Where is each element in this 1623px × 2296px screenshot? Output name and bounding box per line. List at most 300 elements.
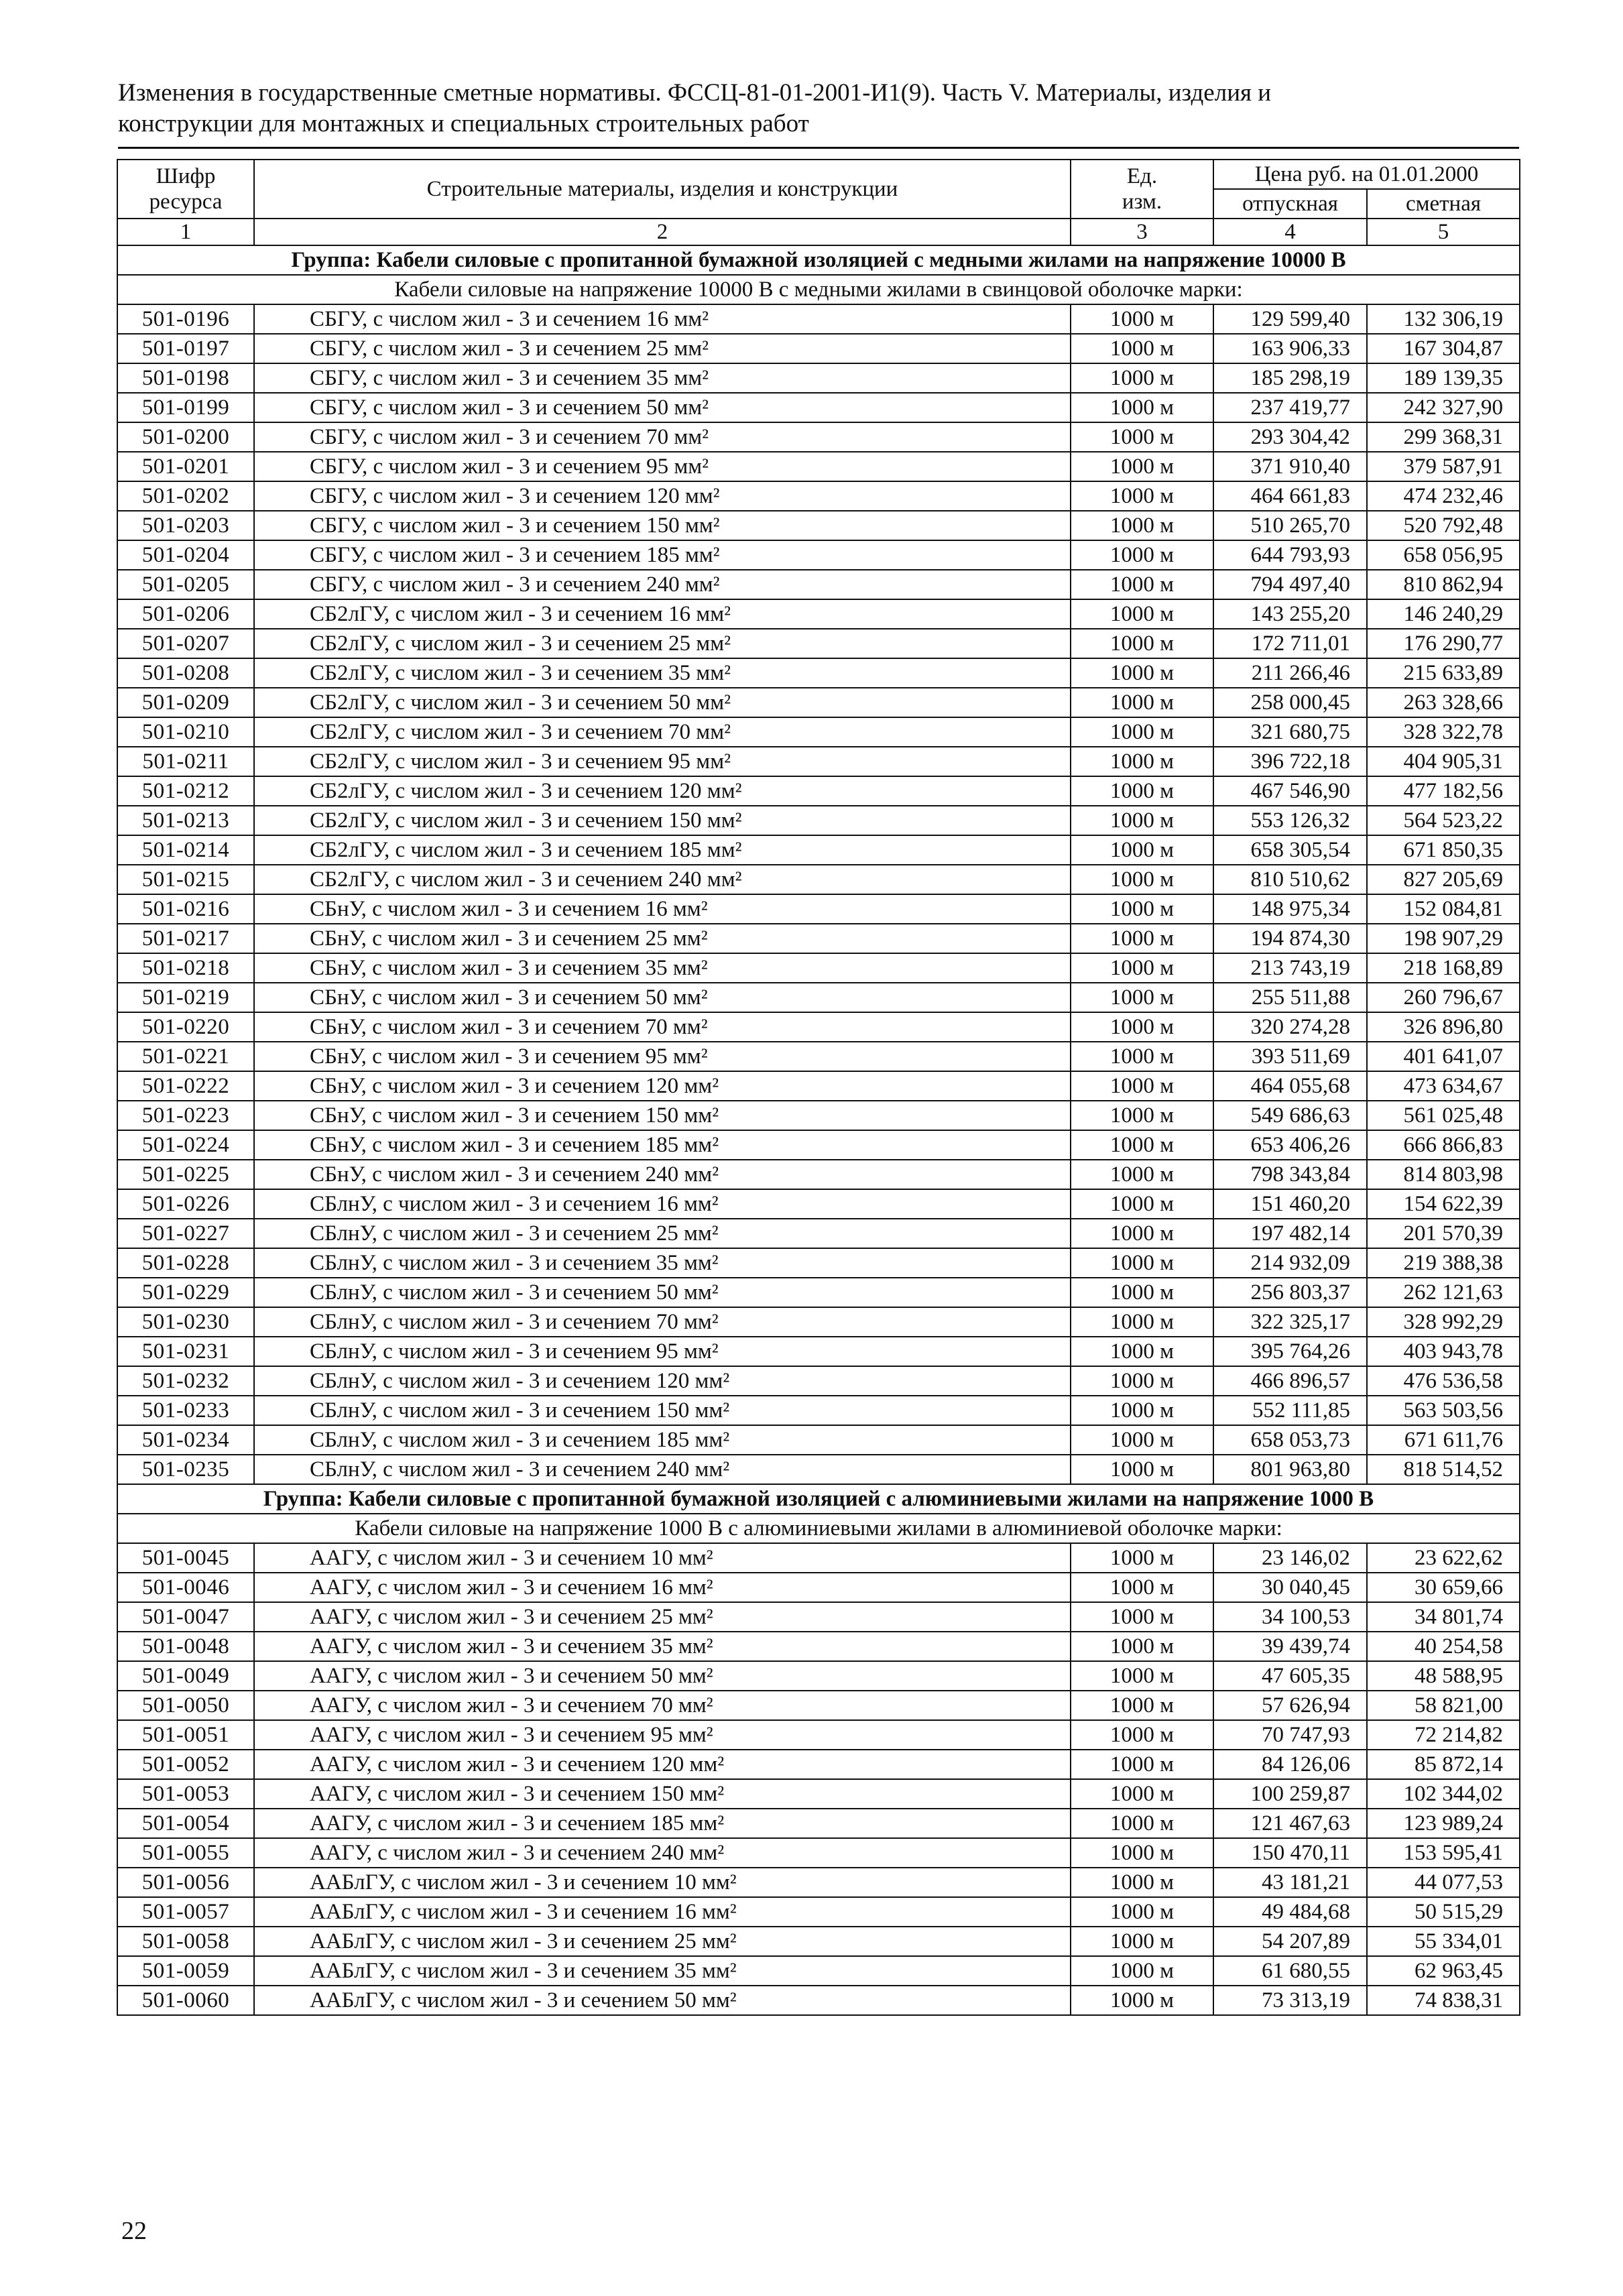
resource-code: 501-0220 <box>117 1012 254 1042</box>
resource-code: 501-0207 <box>117 629 254 658</box>
table-row <box>117 1160 1520 1189</box>
price-release: 100 259,87 <box>1213 1779 1367 1809</box>
price-estimate: 198 907,29 <box>1367 924 1520 953</box>
unit: 1000 м <box>1071 1396 1213 1425</box>
unit: 1000 м <box>1071 865 1213 894</box>
resource-code: 501-0205 <box>117 570 254 599</box>
material-name: СБлнУ, с числом жил - 3 и сечением 240 мм² <box>254 1455 1071 1484</box>
header-price: Цена руб. на 01.01.2000 <box>1213 160 1520 189</box>
material-name: СБ2лГУ, с числом жил - 3 и сечением 25 мм² <box>254 629 1071 658</box>
price-estimate: 260 796,67 <box>1367 983 1520 1012</box>
header-name: Строительные материалы, изделия и конструкции <box>254 160 1071 219</box>
material-name: СБлнУ, с числом жил - 3 и сечением 50 мм² <box>254 1278 1071 1307</box>
table-row <box>117 1543 1520 1573</box>
table-row <box>117 1189 1520 1219</box>
price-release: 30 040,45 <box>1213 1573 1367 1602</box>
price-release: 658 305,54 <box>1213 835 1367 865</box>
resource-code: 501-0212 <box>117 776 254 806</box>
unit: 1000 м <box>1071 1219 1213 1248</box>
material-name: ААГУ, с числом жил - 3 и сечением 50 мм² <box>254 1661 1071 1691</box>
table-row <box>117 481 1520 511</box>
price-estimate: 176 290,77 <box>1367 629 1520 658</box>
unit: 1000 м <box>1071 1661 1213 1691</box>
resource-code: 501-0218 <box>117 953 254 983</box>
unit: 1000 м <box>1071 1071 1213 1101</box>
price-estimate: 201 570,39 <box>1367 1219 1520 1248</box>
price-release: 23 146,02 <box>1213 1543 1367 1573</box>
price-estimate: 326 896,80 <box>1367 1012 1520 1042</box>
material-name: ААГУ, с числом жил - 3 и сечением 10 мм² <box>254 1543 1071 1573</box>
resource-code: 501-0227 <box>117 1219 254 1248</box>
material-name: СБ2лГУ, с числом жил - 3 и сечением 185 мм² <box>254 835 1071 865</box>
header-rule <box>118 147 1519 149</box>
table-row <box>117 629 1520 658</box>
price-estimate: 299 368,31 <box>1367 422 1520 452</box>
price-release: 211 266,46 <box>1213 658 1367 688</box>
table-row <box>117 1897 1520 1927</box>
price-release: 34 100,53 <box>1213 1602 1367 1632</box>
resource-code: 501-0206 <box>117 599 254 629</box>
price-release: 798 343,84 <box>1213 1160 1367 1189</box>
resource-code: 501-0215 <box>117 865 254 894</box>
unit: 1000 м <box>1071 806 1213 835</box>
unit: 1000 м <box>1071 1632 1213 1661</box>
price-estimate: 72 214,82 <box>1367 1720 1520 1750</box>
subgroup-title: Кабели силовые на напряжение 1000 В с алюминиевыми жилами в алюминиевой оболочке марки: <box>117 1514 1520 1543</box>
price-estimate: 189 139,35 <box>1367 363 1520 393</box>
price-estimate: 328 322,78 <box>1367 717 1520 747</box>
price-estimate: 476 536,58 <box>1367 1366 1520 1396</box>
resource-code: 501-0225 <box>117 1160 254 1189</box>
unit: 1000 м <box>1071 1986 1213 2015</box>
price-release: 256 803,37 <box>1213 1278 1367 1307</box>
column-number: 4 <box>1213 219 1367 245</box>
unit: 1000 м <box>1071 452 1213 481</box>
material-name: ААГУ, с числом жил - 3 и сечением 120 мм² <box>254 1750 1071 1779</box>
price-estimate: 50 515,29 <box>1367 1897 1520 1927</box>
material-name: ААГУ, с числом жил - 3 и сечением 150 мм² <box>254 1779 1071 1809</box>
material-name: СБнУ, с числом жил - 3 и сечением 25 мм² <box>254 924 1071 953</box>
table-row <box>117 747 1520 776</box>
header-unit-line-2: изм. <box>1122 190 1162 214</box>
material-name: ААБлГУ, с числом жил - 3 и сечением 10 мм² <box>254 1868 1071 1897</box>
material-name: СБлнУ, с числом жил - 3 и сечением 16 мм² <box>254 1189 1071 1219</box>
group-title: Группа: Кабели силовые с пропитанной бумажной изоляцией с медными жилами на напряжение 10000 В <box>117 245 1520 275</box>
unit: 1000 м <box>1071 363 1213 393</box>
table-row <box>117 452 1520 481</box>
resource-code: 501-0196 <box>117 304 254 334</box>
subgroup-heading-row <box>117 275 1520 304</box>
unit: 1000 м <box>1071 629 1213 658</box>
header-price-estimate: сметная <box>1367 189 1520 219</box>
table-row <box>117 1632 1520 1661</box>
unit: 1000 м <box>1071 1720 1213 1750</box>
price-release: 255 511,88 <box>1213 983 1367 1012</box>
price-release: 810 510,62 <box>1213 865 1367 894</box>
price-release: 148 975,34 <box>1213 894 1367 924</box>
price-release: 396 722,18 <box>1213 747 1367 776</box>
price-release: 39 439,74 <box>1213 1632 1367 1661</box>
price-release: 47 605,35 <box>1213 1661 1367 1691</box>
material-name: СБГУ, с числом жил - 3 и сечением 150 мм² <box>254 511 1071 540</box>
price-estimate: 379 587,91 <box>1367 452 1520 481</box>
material-name: СБ2лГУ, с числом жил - 3 и сечением 50 мм² <box>254 688 1071 717</box>
price-estimate: 242 327,90 <box>1367 393 1520 422</box>
price-estimate: 671 850,35 <box>1367 835 1520 865</box>
unit: 1000 м <box>1071 1897 1213 1927</box>
price-estimate: 62 963,45 <box>1367 1956 1520 1986</box>
price-release: 393 511,69 <box>1213 1042 1367 1071</box>
price-release: 321 680,75 <box>1213 717 1367 747</box>
price-estimate: 34 801,74 <box>1367 1602 1520 1632</box>
unit: 1000 м <box>1071 894 1213 924</box>
price-estimate: 219 388,38 <box>1367 1248 1520 1278</box>
document-header <box>118 78 1512 139</box>
unit: 1000 м <box>1071 1012 1213 1042</box>
table-row <box>117 658 1520 688</box>
table-row <box>117 393 1520 422</box>
unit: 1000 м <box>1071 393 1213 422</box>
price-estimate: 23 622,62 <box>1367 1543 1520 1573</box>
header-code <box>117 160 254 219</box>
material-name: СБ2лГУ, с числом жил - 3 и сечением 70 мм² <box>254 717 1071 747</box>
price-release: 467 546,90 <box>1213 776 1367 806</box>
material-name: ААБлГУ, с числом жил - 3 и сечением 35 мм² <box>254 1956 1071 1986</box>
price-estimate: 132 306,19 <box>1367 304 1520 334</box>
header-unit-line-1: Ед. <box>1126 164 1158 188</box>
price-release: 73 313,19 <box>1213 1986 1367 2015</box>
material-name: СБ2лГУ, с числом жил - 3 и сечением 150 мм² <box>254 806 1071 835</box>
resource-code: 501-0054 <box>117 1809 254 1838</box>
unit: 1000 м <box>1071 658 1213 688</box>
material-name: СБ2лГУ, с числом жил - 3 и сечением 95 мм² <box>254 747 1071 776</box>
unit: 1000 м <box>1071 1838 1213 1868</box>
material-name: ААБлГУ, с числом жил - 3 и сечением 16 мм² <box>254 1897 1071 1927</box>
price-estimate: 473 634,67 <box>1367 1071 1520 1101</box>
material-name: СБлнУ, с числом жил - 3 и сечением 120 мм² <box>254 1366 1071 1396</box>
price-estimate: 152 084,81 <box>1367 894 1520 924</box>
unit: 1000 м <box>1071 688 1213 717</box>
material-name: ААБлГУ, с числом жил - 3 и сечением 25 мм² <box>254 1927 1071 1956</box>
resource-code: 501-0233 <box>117 1396 254 1425</box>
table-row <box>117 570 1520 599</box>
price-release: 163 906,33 <box>1213 334 1367 363</box>
resource-code: 501-0219 <box>117 983 254 1012</box>
price-estimate: 658 056,95 <box>1367 540 1520 570</box>
column-number: 2 <box>254 219 1071 245</box>
price-release: 552 111,85 <box>1213 1396 1367 1425</box>
column-number: 1 <box>117 219 254 245</box>
unit: 1000 м <box>1071 1455 1213 1484</box>
resource-code: 501-0050 <box>117 1691 254 1720</box>
price-release: 320 274,28 <box>1213 1012 1367 1042</box>
resource-code: 501-0049 <box>117 1661 254 1691</box>
table-row <box>117 1779 1520 1809</box>
resource-code: 501-0047 <box>117 1602 254 1632</box>
price-estimate: 102 344,02 <box>1367 1779 1520 1809</box>
price-release: 553 126,32 <box>1213 806 1367 835</box>
resource-code: 501-0200 <box>117 422 254 452</box>
table-row <box>117 1986 1520 2015</box>
price-release: 293 304,42 <box>1213 422 1367 452</box>
table-row <box>117 1307 1520 1337</box>
table-row <box>117 1602 1520 1632</box>
unit: 1000 м <box>1071 1927 1213 1956</box>
price-release: 658 053,73 <box>1213 1425 1367 1455</box>
price-release: 464 055,68 <box>1213 1071 1367 1101</box>
price-estimate: 262 121,63 <box>1367 1278 1520 1307</box>
price-estimate: 74 838,31 <box>1367 1986 1520 2015</box>
material-name: СБнУ, с числом жил - 3 и сечением 240 мм² <box>254 1160 1071 1189</box>
resource-code: 501-0230 <box>117 1307 254 1337</box>
resource-code: 501-0211 <box>117 747 254 776</box>
subgroup-heading-row <box>117 1514 1520 1543</box>
unit: 1000 м <box>1071 1573 1213 1602</box>
material-name: СБнУ, с числом жил - 3 и сечением 95 мм² <box>254 1042 1071 1071</box>
table-row <box>117 1219 1520 1248</box>
material-name: ААГУ, с числом жил - 3 и сечением 25 мм² <box>254 1602 1071 1632</box>
unit: 1000 м <box>1071 599 1213 629</box>
table-row <box>117 1396 1520 1425</box>
price-release: 49 484,68 <box>1213 1897 1367 1927</box>
group-heading-row <box>117 245 1520 275</box>
table-row <box>117 688 1520 717</box>
table-row <box>117 1101 1520 1130</box>
table-row <box>117 1130 1520 1160</box>
table-row <box>117 1366 1520 1396</box>
price-estimate: 520 792,48 <box>1367 511 1520 540</box>
header-line-1: Изменения в государственные сметные нормативы. ФССЦ-81-01-2001-И1(9). Часть V. Материалы, изделия и <box>118 79 1272 107</box>
material-name: ААБлГУ, с числом жил - 3 и сечением 50 мм² <box>254 1986 1071 2015</box>
price-release: 801 963,80 <box>1213 1455 1367 1484</box>
price-estimate: 404 905,31 <box>1367 747 1520 776</box>
price-estimate: 55 334,01 <box>1367 1927 1520 1956</box>
table-row <box>117 304 1520 334</box>
resource-code: 501-0056 <box>117 1868 254 1897</box>
unit: 1000 м <box>1071 983 1213 1012</box>
resource-code: 501-0208 <box>117 658 254 688</box>
resource-code: 501-0057 <box>117 1897 254 1927</box>
resource-code: 501-0046 <box>117 1573 254 1602</box>
table-row <box>117 1809 1520 1838</box>
header-price-release: отпускная <box>1213 189 1367 219</box>
price-estimate: 564 523,22 <box>1367 806 1520 835</box>
price-estimate: 153 595,41 <box>1367 1838 1520 1868</box>
price-estimate: 818 514,52 <box>1367 1455 1520 1484</box>
unit: 1000 м <box>1071 1101 1213 1130</box>
resource-code: 501-0213 <box>117 806 254 835</box>
material-name: СБнУ, с числом жил - 3 и сечением 70 мм² <box>254 1012 1071 1042</box>
resource-code: 501-0216 <box>117 894 254 924</box>
price-release: 653 406,26 <box>1213 1130 1367 1160</box>
price-release: 466 896,57 <box>1213 1366 1367 1396</box>
price-release: 151 460,20 <box>1213 1189 1367 1219</box>
price-release: 194 874,30 <box>1213 924 1367 953</box>
table-row <box>117 334 1520 363</box>
resource-code: 501-0232 <box>117 1366 254 1396</box>
resource-code: 501-0221 <box>117 1042 254 1071</box>
price-release: 150 470,11 <box>1213 1838 1367 1868</box>
price-estimate: 474 232,46 <box>1367 481 1520 511</box>
table-row <box>117 1927 1520 1956</box>
price-release: 237 419,77 <box>1213 393 1367 422</box>
table-row <box>117 776 1520 806</box>
material-name: СБнУ, с числом жил - 3 и сечением 120 мм² <box>254 1071 1071 1101</box>
price-release: 143 255,20 <box>1213 599 1367 629</box>
resource-code: 501-0045 <box>117 1543 254 1573</box>
resource-code: 501-0229 <box>117 1278 254 1307</box>
resource-code: 501-0223 <box>117 1101 254 1130</box>
material-name: СБлнУ, с числом жил - 3 и сечением 185 мм² <box>254 1425 1071 1455</box>
material-name: ААГУ, с числом жил - 3 и сечением 35 мм² <box>254 1632 1071 1661</box>
price-estimate: 30 659,66 <box>1367 1573 1520 1602</box>
table-row <box>117 1248 1520 1278</box>
unit: 1000 м <box>1071 1691 1213 1720</box>
price-estimate: 48 588,95 <box>1367 1661 1520 1691</box>
unit: 1000 м <box>1071 1248 1213 1278</box>
price-estimate: 44 077,53 <box>1367 1868 1520 1897</box>
table-row <box>117 1868 1520 1897</box>
table-row <box>117 806 1520 835</box>
resource-code: 501-0060 <box>117 1986 254 2015</box>
resource-code: 501-0234 <box>117 1425 254 1455</box>
column-number: 5 <box>1367 219 1520 245</box>
material-name: СБ2лГУ, с числом жил - 3 и сечением 240 мм² <box>254 865 1071 894</box>
unit: 1000 м <box>1071 540 1213 570</box>
unit: 1000 м <box>1071 1337 1213 1366</box>
material-name: СБ2лГУ, с числом жил - 3 и сечением 35 мм² <box>254 658 1071 688</box>
table-row <box>117 1720 1520 1750</box>
price-estimate: 123 989,24 <box>1367 1809 1520 1838</box>
resource-code: 501-0197 <box>117 334 254 363</box>
resource-code: 501-0053 <box>117 1779 254 1809</box>
price-release: 464 661,83 <box>1213 481 1367 511</box>
material-name: СБлнУ, с числом жил - 3 и сечением 35 мм² <box>254 1248 1071 1278</box>
unit: 1000 м <box>1071 1307 1213 1337</box>
price-estimate: 40 254,58 <box>1367 1632 1520 1661</box>
price-release: 322 325,17 <box>1213 1307 1367 1337</box>
table-row <box>117 1278 1520 1307</box>
price-estimate: 154 622,39 <box>1367 1189 1520 1219</box>
material-name: ААГУ, с числом жил - 3 и сечением 95 мм² <box>254 1720 1071 1750</box>
table-row <box>117 1956 1520 1986</box>
price-estimate: 58 821,00 <box>1367 1691 1520 1720</box>
price-estimate: 401 641,07 <box>1367 1042 1520 1071</box>
group-title: Группа: Кабели силовые с пропитанной бумажной изоляцией с алюминиевыми жилами на напряжение 1000 В <box>117 1484 1520 1514</box>
price-estimate: 146 240,29 <box>1367 599 1520 629</box>
table-row <box>117 540 1520 570</box>
resource-code: 501-0059 <box>117 1956 254 1986</box>
table-row <box>117 1838 1520 1868</box>
resource-code: 501-0217 <box>117 924 254 953</box>
material-name: СБлнУ, с числом жил - 3 и сечением 70 мм² <box>254 1307 1071 1337</box>
material-name: ААГУ, с числом жил - 3 и сечением 16 мм² <box>254 1573 1071 1602</box>
resource-code: 501-0052 <box>117 1750 254 1779</box>
material-name: СБлнУ, с числом жил - 3 и сечением 25 мм² <box>254 1219 1071 1248</box>
resource-code: 501-0235 <box>117 1455 254 1484</box>
price-estimate: 263 328,66 <box>1367 688 1520 717</box>
table-row <box>117 1750 1520 1779</box>
price-estimate: 827 205,69 <box>1367 865 1520 894</box>
unit: 1000 м <box>1071 1042 1213 1071</box>
group-heading-row <box>117 1484 1520 1514</box>
header-line-2: конструкции для монтажных и специальных строительных работ <box>118 110 809 137</box>
unit: 1000 м <box>1071 511 1213 540</box>
table-row <box>117 1337 1520 1366</box>
material-name: СБлнУ, с числом жил - 3 и сечением 95 мм² <box>254 1337 1071 1366</box>
material-name: СБнУ, с числом жил - 3 и сечением 50 мм² <box>254 983 1071 1012</box>
material-name: СБнУ, с числом жил - 3 и сечением 150 мм² <box>254 1101 1071 1130</box>
resource-code: 501-0055 <box>117 1838 254 1868</box>
material-name: ААГУ, с числом жил - 3 и сечением 185 мм² <box>254 1809 1071 1838</box>
table-row <box>117 953 1520 983</box>
price-estimate: 666 866,83 <box>1367 1130 1520 1160</box>
unit: 1000 м <box>1071 717 1213 747</box>
price-release: 644 793,93 <box>1213 540 1367 570</box>
table-row <box>117 1661 1520 1691</box>
material-name: СБГУ, с числом жил - 3 и сечением 35 мм² <box>254 363 1071 393</box>
unit: 1000 м <box>1071 747 1213 776</box>
material-name: СБнУ, с числом жил - 3 и сечением 35 мм² <box>254 953 1071 983</box>
price-release: 84 126,06 <box>1213 1750 1367 1779</box>
unit: 1000 м <box>1071 1543 1213 1573</box>
unit: 1000 м <box>1071 1160 1213 1189</box>
header-code-line-2: ресурса <box>149 190 223 214</box>
material-name: СБГУ, с числом жил - 3 и сечением 120 мм² <box>254 481 1071 511</box>
unit: 1000 м <box>1071 1868 1213 1897</box>
unit: 1000 м <box>1071 776 1213 806</box>
price-estimate: 810 862,94 <box>1367 570 1520 599</box>
table-row <box>117 865 1520 894</box>
unit: 1000 м <box>1071 422 1213 452</box>
price-release: 121 467,63 <box>1213 1809 1367 1838</box>
table-row <box>117 1691 1520 1720</box>
price-release: 371 910,40 <box>1213 452 1367 481</box>
page-number: 22 <box>121 2217 147 2245</box>
resource-code: 501-0209 <box>117 688 254 717</box>
unit: 1000 м <box>1071 1189 1213 1219</box>
price-release: 549 686,63 <box>1213 1101 1367 1130</box>
price-estimate: 561 025,48 <box>1367 1101 1520 1130</box>
unit: 1000 м <box>1071 1278 1213 1307</box>
resource-code: 501-0201 <box>117 452 254 481</box>
price-estimate: 328 992,29 <box>1367 1307 1520 1337</box>
material-name: СБГУ, с числом жил - 3 и сечением 50 мм² <box>254 393 1071 422</box>
price-release: 54 207,89 <box>1213 1927 1367 1956</box>
unit: 1000 м <box>1071 1366 1213 1396</box>
price-release: 43 181,21 <box>1213 1868 1367 1897</box>
price-release: 510 265,70 <box>1213 511 1367 540</box>
unit: 1000 м <box>1071 1779 1213 1809</box>
material-name: СБГУ, с числом жил - 3 и сечением 185 мм² <box>254 540 1071 570</box>
material-name: СБГУ, с числом жил - 3 и сечением 240 мм² <box>254 570 1071 599</box>
resource-code: 501-0051 <box>117 1720 254 1750</box>
resource-code: 501-0222 <box>117 1071 254 1101</box>
unit: 1000 м <box>1071 1425 1213 1455</box>
price-table <box>117 159 1520 2016</box>
resource-code: 501-0214 <box>117 835 254 865</box>
table-row <box>117 511 1520 540</box>
material-name: СБГУ, с числом жил - 3 и сечением 16 мм² <box>254 304 1071 334</box>
table-row <box>117 1425 1520 1455</box>
material-name: СБ2лГУ, с числом жил - 3 и сечением 16 мм² <box>254 599 1071 629</box>
table-row <box>117 924 1520 953</box>
resource-code: 501-0058 <box>117 1927 254 1956</box>
column-number: 3 <box>1071 219 1213 245</box>
price-release: 213 743,19 <box>1213 953 1367 983</box>
resource-code: 501-0228 <box>117 1248 254 1278</box>
table-row <box>117 894 1520 924</box>
